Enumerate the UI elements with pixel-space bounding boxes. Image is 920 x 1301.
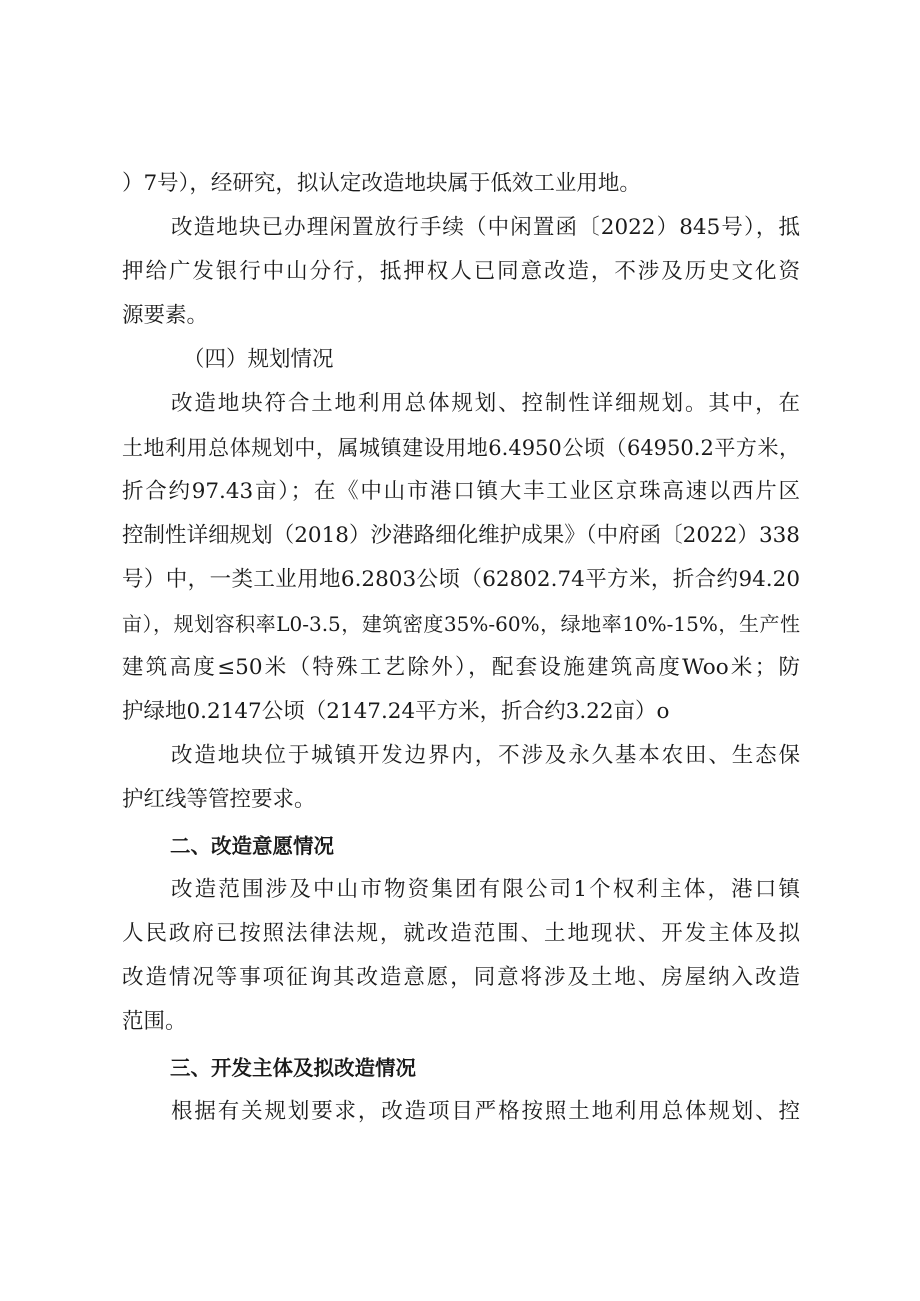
paragraph-line: 控制性详细规划（2018）沙港路细化维护成果》（中府函〔2022）338 [122, 523, 800, 548]
paragraph-line: 土地利用总体规划中，属城镇建设用地6.4950公顷（64950.2平方米， [122, 436, 800, 460]
paragraph-line: 亩），规划容积率L0-3.5，建筑密度35%-60%，绿地率10%-15%，生产性 [122, 612, 800, 636]
paragraph-line: 护红线等管控要求。 [122, 787, 316, 812]
paragraph-line: 建筑高度≤50米（特殊工艺除外），配套设施建筑高度Woo米；防 [122, 655, 800, 680]
section-heading: 三、开发主体及拟改造情况 [170, 1056, 416, 1080]
paragraph-line: 折合约97.43亩）；在《中山市港口镇大丰工业区京珠高速以西片区 [122, 479, 800, 504]
paragraph-line: 改造地块已办理闲置放行手续（中闲置函〔2022）845号），抵 [171, 215, 800, 240]
paragraph-line: 护绿地0.2147公顷（2147.24平方米，折合约3.22亩）o [122, 699, 670, 724]
paragraph-line: 改造地块符合土地利用总体规划、控制性详细规划。其中，在 [171, 391, 800, 416]
paragraph-line: 源要素。 [122, 303, 209, 328]
paragraph-line: 人民政府已按照法律法规，就改造范围、土地现状、开发主体及拟 [122, 921, 800, 946]
paragraph-line: 根据有关规划要求，改造项目严格按照土地利用总体规划、控 [171, 1099, 800, 1124]
paragraph-line: 改造情况等事项征询其改造意愿，同意将涉及土地、房屋纳入改造 [122, 965, 800, 990]
paragraph-line: ）7号），经研究，拟认定改造地块属于低效工业用地。 [122, 171, 641, 196]
paragraph-line: 改造地块位于城镇开发边界内，不涉及永久基本农田、生态保 [171, 743, 800, 768]
paragraph-line: 押给广发银行中山分行，抵押权人已同意改造，不涉及历史文化资 [122, 259, 800, 284]
section-heading: 二、改造意愿情况 [170, 834, 334, 858]
paragraph-line: 范围。 [122, 1009, 187, 1034]
paragraph-line: 改造范围涉及中山市物资集团有限公司1个权利主体，港口镇 [171, 877, 800, 902]
paragraph-line: 号）中，一类工业用地6.2803公顷（62802.74平方米，折合约94.20 [122, 567, 800, 592]
subsection-heading: （四）规划情况 [183, 347, 334, 372]
